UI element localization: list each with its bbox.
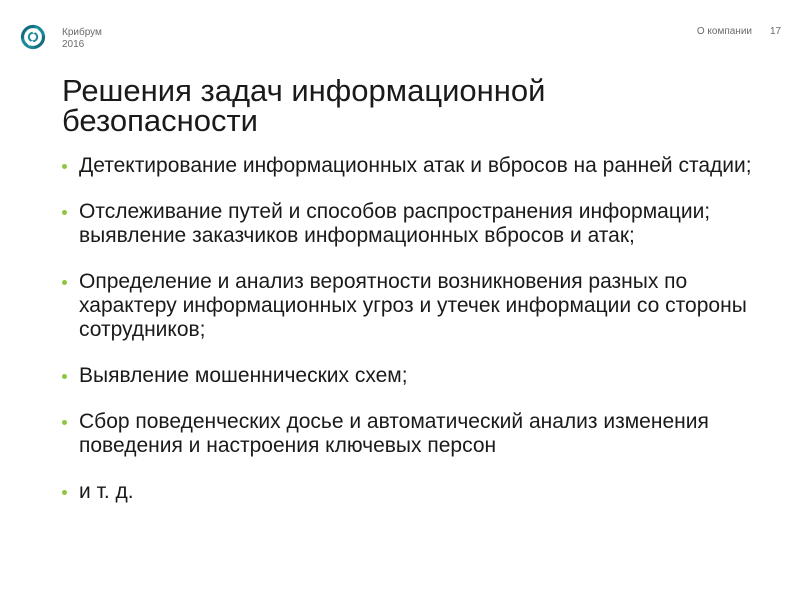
bullet-item [60, 154, 780, 178]
section-label: О компании [696, 26, 752, 37]
page-number: 17 [770, 26, 782, 37]
bullet-dot-icon [62, 210, 67, 215]
slide-title: Решения задач информационной безопасности [62, 73, 546, 138]
bullet-text: Определение и анализ вероятности возникновения разных по характеру информационных угроз и утечек информации со стороны сотрудников; [79, 270, 747, 341]
company-name: Крибрум [62, 27, 102, 38]
bullet-dot-icon [62, 420, 67, 425]
bullet-item [60, 410, 780, 458]
bullet-item [60, 270, 780, 342]
bullet-dot-icon [62, 490, 67, 495]
bullet-text: Сбор поведенческих досье и автоматический анализ изменения поведения и настроения ключевых персон [79, 410, 709, 457]
company-info [62, 27, 102, 51]
bullet-text: Отслеживание путей и способов распространения информации; выявление заказчиков информационных вбросов и атак; [79, 200, 711, 247]
bullet-item [60, 200, 780, 248]
bullet-item [60, 364, 780, 388]
kribrum-swirl-logo-icon [20, 24, 46, 50]
bullet-text: Детектирование информационных атак и вбросов на ранней стадии; [79, 154, 752, 177]
bullet-dot-icon [62, 374, 67, 379]
company-year: 2016 [62, 39, 85, 50]
bullet-list [60, 154, 780, 526]
bullet-text: и т. д. [79, 480, 134, 503]
bullet-dot-icon [62, 280, 67, 285]
bullet-item [60, 480, 780, 504]
bullet-text: Выявление мошеннических схем; [79, 364, 408, 387]
bullet-dot-icon [62, 164, 67, 169]
